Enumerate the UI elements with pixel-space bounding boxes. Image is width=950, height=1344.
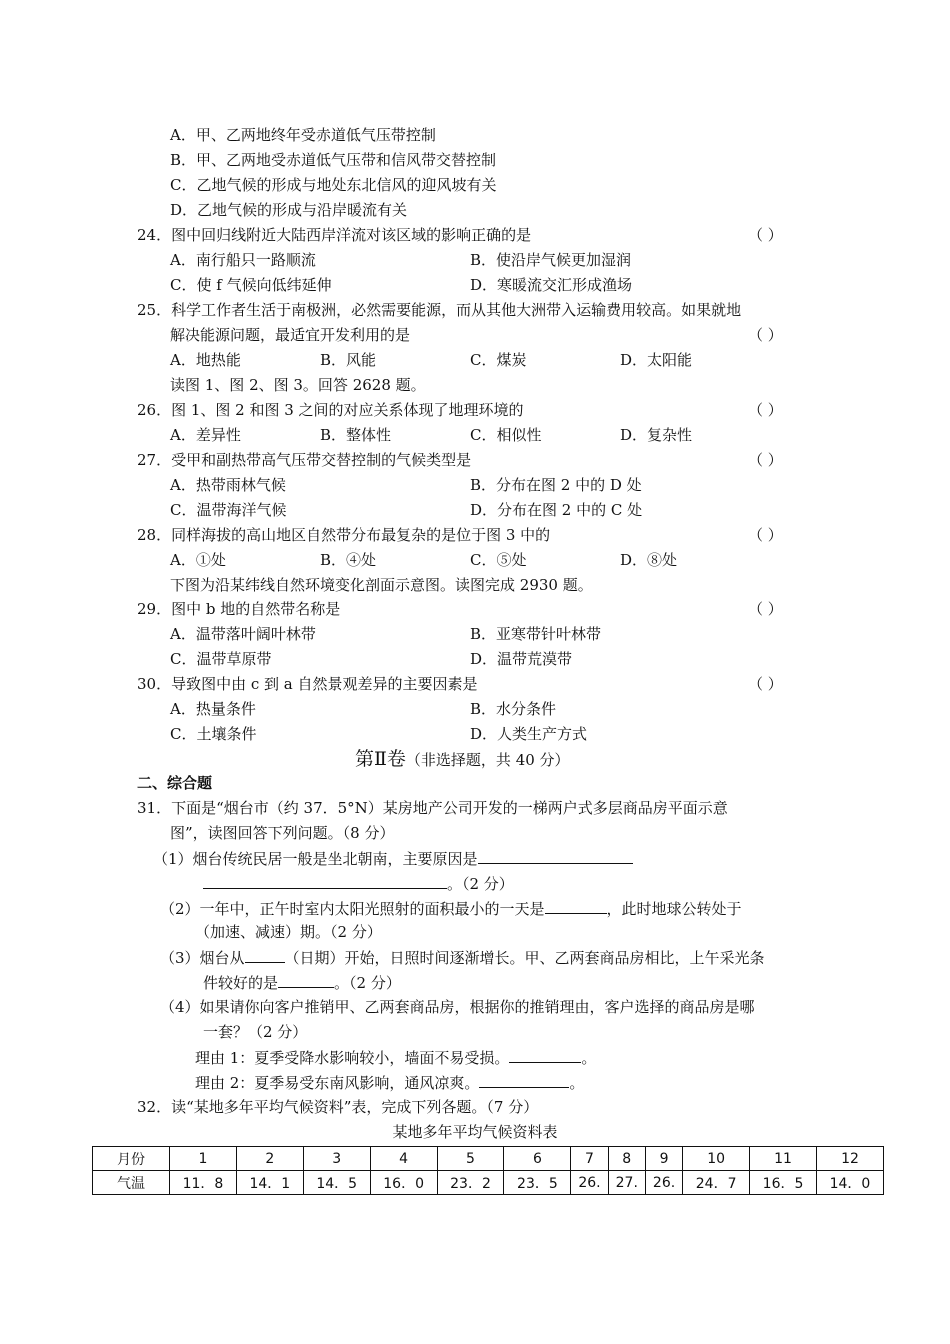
q29-option-a: A．温带落叶阔叶林带 [170,625,316,643]
q31-sub2-line2: （加速、减速）期。（2 分） [195,923,382,941]
q24-stem: 24．图中回归线附近大陆西岸洋流对该区域的影响正确的是 [137,226,532,244]
q25-stem-line1: 25．科学工作者生活于南极洲，必然需要能源，而从其他大洲带入运输费用较高。如果就地 [137,301,742,319]
q31-sub3-line2 [203,972,401,993]
row-header-temperature: 气温 [93,1171,170,1195]
table-cell-temperature: 16．0 [370,1171,437,1195]
q31-sub3-text-b: （日期）开始，日照时间逐渐增长。甲、乙两套商品房相比，上午采光条 [284,949,765,967]
table-cell-month: 8 [608,1147,645,1171]
q25-option-d: D．太阳能 [620,351,693,369]
q31-sub3-points: 。（2 分） [334,974,401,992]
q27-option-b: B．分布在图 2 中的 D 处 [470,476,642,494]
reason-1-text: 理由 1：夏季受降水影响较小，墙面不易受损。 [195,1049,510,1067]
q31-reason-2 [195,1072,584,1093]
q24-option-a: A．南行船只一路顺流 [170,251,316,269]
answer-blank[interactable] [478,848,633,864]
table-cell-month: 5 [437,1147,504,1171]
q29-option-b: B．亚寒带针叶林带 [470,625,602,643]
answer-blank[interactable] [203,873,447,889]
q28-stem: 28．同样海拔的高山地区自然带分布最复杂的是位于图 3 中的 [137,526,551,544]
q30-option-b: B．水分条件 [470,700,557,718]
q31-sub2-text-a: （2）一年中，正午时室内太阳光照射的面积最小的一天是 [160,900,545,918]
table-cell-temperature: 24．7 [683,1171,750,1195]
q24-answer-paren: （ ） [748,226,783,244]
table-cell-temperature: 14．5 [303,1171,370,1195]
q31-stem-line2: 图”，读图回答下列问题。（8 分） [170,824,395,842]
reason-2-period: 。 [569,1074,585,1092]
q27-answer-paren: （ ） [748,451,783,469]
q24-option-b: B．使沿岸气候更加湿润 [470,251,632,269]
reason-1-period: 。 [581,1049,597,1067]
q28-answer-paren: （ ） [748,526,783,544]
q25-option-a: A．地热能 [170,351,241,369]
section-2-title [355,747,570,772]
q28-option-a: A．①处 [170,551,226,569]
table-cell-temperature: 26. [571,1171,608,1195]
table-cell-month: 4 [370,1147,437,1171]
q31-sub1-line1 [153,848,633,869]
part-2-heading: 二、综合题 [137,774,213,792]
table-cell-temperature: 23．2 [437,1171,504,1195]
intro-26-28: 读图 1、图 2、图 3。回答 2628 题。 [170,376,426,394]
q26-option-d: D．复杂性 [620,426,693,444]
q31-sub3-line1 [160,947,765,968]
q30-option-c: C．土壤条件 [170,725,257,743]
q31-reason-1 [195,1047,596,1068]
q29-answer-paren: （ ） [748,600,783,618]
q27-option-a: A．热带雨林气候 [170,476,286,494]
q25-answer-paren: （ ） [748,326,783,344]
reason-2-text: 理由 2：夏季易受东南风影响，通风凉爽。 [195,1074,480,1092]
q29-option-c: C．温带草原带 [170,650,272,668]
answer-blank[interactable] [545,898,607,914]
q29-option-d: D．温带荒漠带 [470,650,573,668]
q26-option-a: A．差异性 [170,426,241,444]
q28-option-c: C．⑤处 [470,551,527,569]
q31-sub1-line2 [203,873,514,894]
table-cell-temperature: 16．5 [750,1171,817,1195]
q28-option-d: D．⑧处 [620,551,678,569]
climate-table-title: 某地多年平均气候资料表 [392,1123,558,1141]
table-cell-temperature: 14．0 [816,1171,883,1195]
row-header-month: 月份 [93,1147,170,1171]
table-cell-month: 11 [750,1147,817,1171]
q31-sub4-line1: （4）如果请你向客户推销甲、乙两套商品房，根据你的推销理由，客户选择的商品房是哪 [160,998,755,1016]
q26-option-b: B．整体性 [320,426,392,444]
q31-sub1-text: （1）烟台传统民居一般是坐北朝南，主要原因是 [153,850,478,868]
table-row-months [93,1147,884,1171]
q30-answer-paren: （ ） [748,675,783,693]
table-cell-month: 1 [170,1147,237,1171]
section-2-title-sub: （非选择题，共 40 分） [405,751,570,769]
q24-option-c: C．使 f 气候向低纬延伸 [170,276,332,294]
table-cell-temperature: 27. [608,1171,645,1195]
table-cell-month: 6 [504,1147,571,1171]
intro-29-30: 下图为沿某纬线自然环境变化剖面示意图。读图完成 2930 题。 [170,576,593,594]
q27-option-d: D．分布在图 2 中的 C 处 [470,501,643,519]
table-row-temperature [93,1171,884,1195]
table-cell-month: 3 [303,1147,370,1171]
q30-stem: 30．导致图中由 c 到 a 自然景观差异的主要因素是 [137,675,478,693]
q25-option-b: B．风能 [320,351,377,369]
table-cell-temperature: 11．8 [170,1171,237,1195]
q31-sub3-text-a: （3）烟台从 [160,949,245,967]
table-cell-month: 7 [571,1147,608,1171]
q25-stem-line2: 解决能源问题，最适宜开发利用的是 [170,326,411,344]
table-cell-month: 12 [816,1147,883,1171]
q24-option-d: D．寒暖流交汇形成渔场 [470,276,633,294]
q23-option-d: D．乙地气候的形成与沿岸暖流有关 [170,201,408,219]
q26-answer-paren: （ ） [748,401,783,419]
answer-blank[interactable] [278,972,334,988]
q27-stem: 27．受甲和副热带高气压带交替控制的气候类型是 [137,451,472,469]
answer-blank[interactable] [479,1072,569,1088]
q25-option-c: C．煤炭 [470,351,527,369]
q31-sub2-line1 [160,898,742,919]
q31-sub4-line2: 一套？（2 分） [203,1023,308,1041]
q31-sub2-text-b: ，此时地球公转处于 [606,900,742,918]
q31-stem-line1: 31．下面是“烟台市（约 37．5°N）某房地产公司开发的一梯两户式多层商品房平面示意 [137,799,728,817]
table-cell-month: 9 [645,1147,682,1171]
q32-stem: 32．读“某地多年平均气候资料”表，完成下列各题。（7 分） [137,1098,539,1116]
table-cell-temperature: 26. [645,1171,682,1195]
q31-sub3-text-c: 件较好的是 [203,974,279,992]
table-cell-temperature: 23．5 [504,1171,571,1195]
q23-option-b: B．甲、乙两地受赤道低气压带和信风带交替控制 [170,151,497,169]
table-cell-month: 10 [683,1147,750,1171]
answer-blank[interactable] [245,947,285,963]
q23-option-c: C．乙地气候的形成与地处东北信风的迎风坡有关 [170,176,497,194]
q31-sub1-points: 。（2 分） [447,875,514,893]
q30-option-a: A．热量条件 [170,700,256,718]
q28-option-b: B．④处 [320,551,377,569]
q26-stem: 26．图 1、图 2 和图 3 之间的对应关系体现了地理环境的 [137,401,524,419]
table-cell-month: 2 [236,1147,303,1171]
answer-blank[interactable] [509,1047,581,1063]
section-2-title-main: 第Ⅱ卷 [355,748,406,770]
q23-option-a: A．甲、乙两地终年受赤道低气压带控制 [170,126,436,144]
climate-table [92,1146,884,1195]
q29-stem: 29．图中 b 地的自然带名称是 [137,600,341,618]
q27-option-c: C．温带海洋气候 [170,501,287,519]
table-cell-temperature: 14．1 [236,1171,303,1195]
q26-option-c: C．相似性 [470,426,542,444]
q30-option-d: D．人类生产方式 [470,725,588,743]
